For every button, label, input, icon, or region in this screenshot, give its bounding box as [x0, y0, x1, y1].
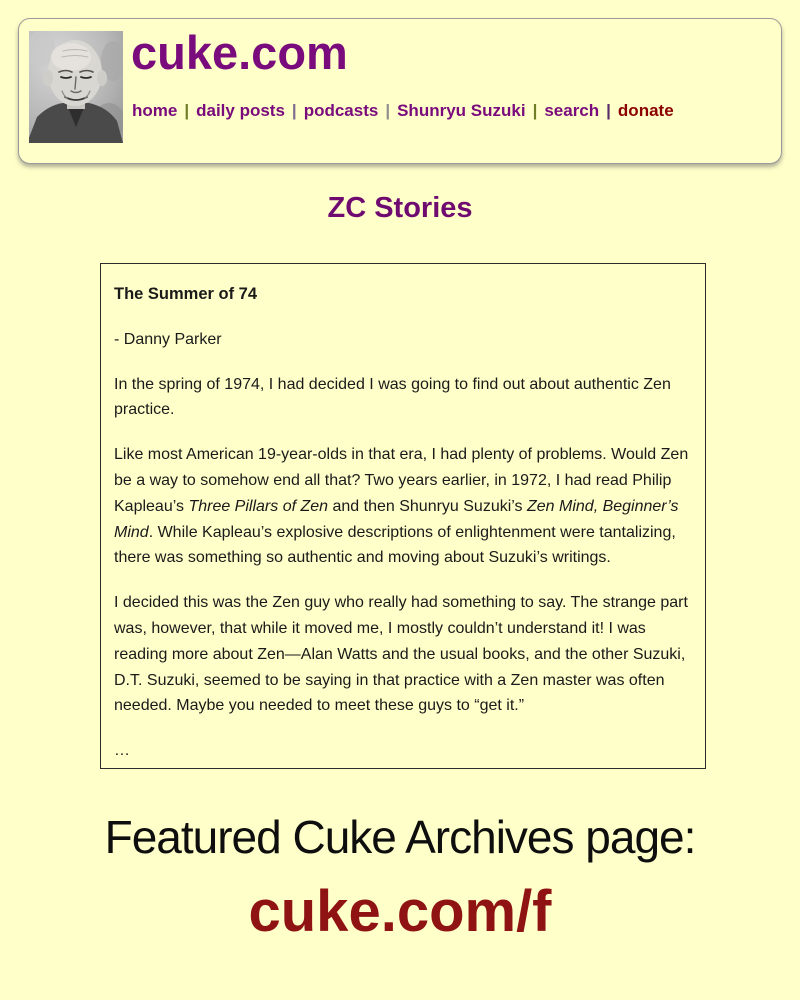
- story-title: The Summer of 74: [114, 285, 258, 303]
- story-paragraph: I decided this was the Zen guy who really had something to say. The strange part was, however, that while it moved me, I mostly couldn’t understand it! I was reading more about Zen—Alan Watts and the usual books, and the other Suzuki, D.T. Suzuki, seemed to be saying in that practice with a Zen master was often needed. Maybe you needed to meet these guys to “get it.”: [114, 594, 688, 715]
- nav-link-shunryu-suzuki[interactable]: Shunryu Suzuki: [397, 101, 526, 120]
- nav-link-donate[interactable]: donate: [617, 101, 674, 120]
- story-truncation-ellipsis: …: [114, 742, 130, 760]
- nav-separator: |: [606, 101, 611, 120]
- story-byline: - Danny Parker: [114, 330, 222, 348]
- story-paragraph: Like most American 19-year-olds in that era, I had plenty of problems. Would Zen be a way to somehow end all that? Two years earlier, in 1972, I had read Philip Kapleau’s Three Pillars of Zen and then Shunryu Suzuki’s Zen Mind, Beginner’s Mind. While Kapleau’s explosive descriptions of enlightenment were tantalizing, there was something so authentic and moving about Suzuki’s writings.: [114, 446, 689, 567]
- featured-archives-url: cuke.com/f: [248, 879, 552, 944]
- page-title: ZC Stories: [327, 192, 473, 224]
- nav-separator: |: [184, 101, 190, 120]
- nav-link-search[interactable]: search: [544, 101, 600, 120]
- nav-separator: |: [532, 101, 538, 120]
- nav-link-daily-posts[interactable]: daily posts: [196, 101, 285, 120]
- nav-link-podcasts[interactable]: podcasts: [303, 101, 379, 120]
- main-nav: [132, 101, 674, 121]
- nav-separator: |: [385, 101, 391, 120]
- site-title: cuke.com: [131, 26, 348, 79]
- nav-separator: |: [291, 101, 297, 120]
- story-paragraph: In the spring of 1974, I had decided I was going to find out about authentic Zen practice.: [114, 375, 671, 419]
- shunryu-suzuki-photo: [29, 31, 123, 143]
- nav-link-home[interactable]: home: [132, 101, 178, 120]
- story-box: [100, 263, 706, 769]
- featured-archives-label: Featured Cuke Archives page:: [104, 811, 696, 863]
- header-card: [18, 18, 782, 164]
